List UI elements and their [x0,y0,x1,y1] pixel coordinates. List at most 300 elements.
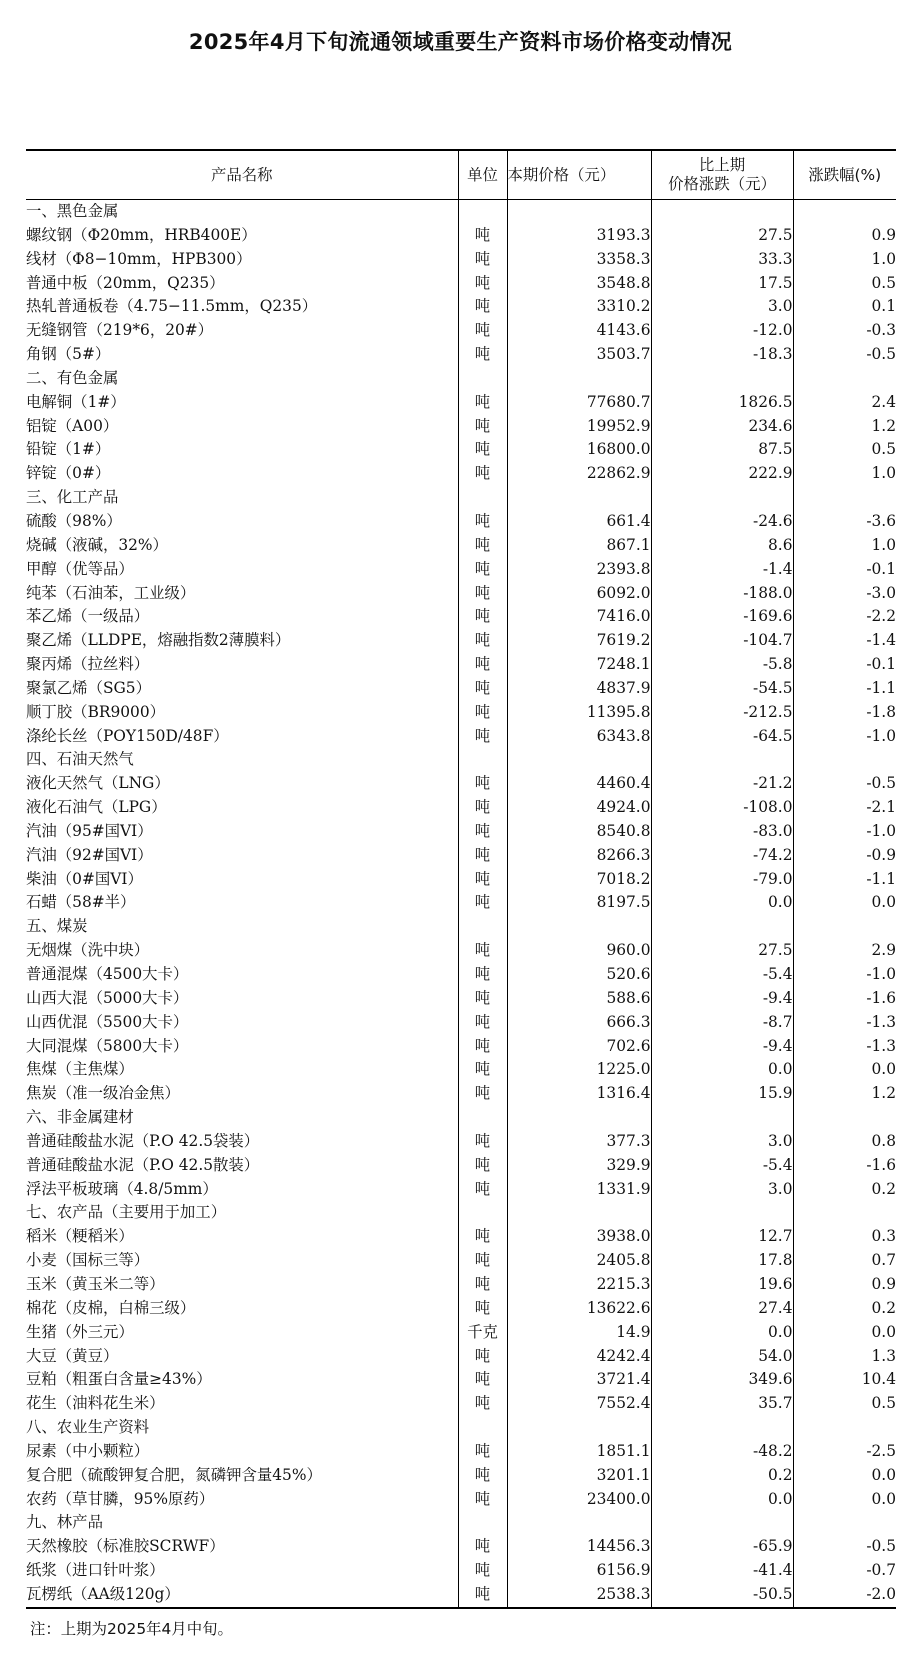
percent-cell: 0.5 [793,272,896,296]
percent-cell: 0.9 [793,1273,896,1297]
unit-cell: 吨 [458,820,507,844]
category-name: 一、黑色金属 [26,202,119,220]
product-name: 大豆（黄豆） [26,1346,119,1365]
product-name: 角钢（5#） [26,345,111,364]
price-cell: 3358.3 [507,248,651,272]
product-name: 液化天然气（LNG） [26,774,170,793]
unit-cell: 吨 [458,295,507,319]
change-cell: -21.2 [651,772,793,796]
product-name: 天然橡胶（标准胶SCRWF） [26,1537,225,1556]
percent-cell: 0.0 [793,1488,896,1512]
product-name: 聚丙烯（拉丝料） [26,655,150,674]
percent-cell: 0.0 [793,891,896,915]
unit-cell: 吨 [458,1011,507,1035]
product-name: 小麦（国标三等） [26,1251,150,1270]
unit-cell: 吨 [458,1440,507,1464]
change-cell: 0.0 [651,1058,793,1082]
unit-cell: 吨 [458,1345,507,1369]
table-row [26,319,896,343]
price-cell: 702.6 [507,1035,651,1059]
percent-cell: 0.3 [793,1225,896,1249]
product-name: 浮法平板玻璃（4.8/5mm） [26,1179,218,1198]
product-name: 硫酸（98%） [26,511,122,530]
change-cell [651,200,793,224]
table-row [26,343,896,367]
table-row [26,653,896,677]
product-name: 山西大混（5000大卡） [26,988,189,1007]
unit-cell: 吨 [458,272,507,296]
table-row [26,1488,896,1512]
unit-cell: 吨 [458,1154,507,1178]
product-name: 石蜡（58#半） [26,893,136,912]
change-cell: 87.5 [651,438,793,462]
product-name: 普通硅酸盐水泥（P.O 42.5散装） [26,1155,260,1174]
product-name: 豆粕（粗蛋白含量≥43%） [26,1370,212,1389]
table-row [26,1345,896,1369]
price-cell [507,1511,651,1535]
change-cell: 222.9 [651,462,793,486]
price-cell: 8197.5 [507,891,651,915]
percent-cell: -0.9 [793,844,896,868]
percent-cell: 0.1 [793,295,896,319]
unit-cell [458,915,507,939]
percent-cell: -3.0 [793,582,896,606]
header-change-percent: 涨跌幅(%) [793,150,896,200]
page-title: 2025年4月下旬流通领域重要生产资料市场价格变动情况 [188,30,733,54]
change-cell: -79.0 [651,868,793,892]
price-cell: 3193.3 [507,224,651,248]
change-cell: -48.2 [651,1440,793,1464]
percent-cell: -1.3 [793,1035,896,1059]
price-cell: 11395.8 [507,701,651,725]
change-cell: -108.0 [651,796,793,820]
table-row [26,510,896,534]
table-row [26,987,896,1011]
category-row [26,367,896,391]
price-cell: 520.6 [507,963,651,987]
unit-cell: 吨 [458,796,507,820]
product-name: 热轧普通板卷（4.75−11.5mm，Q235） [26,297,318,316]
price-cell: 1331.9 [507,1178,651,1202]
percent-cell: -2.0 [793,1583,896,1608]
unit-cell: 吨 [458,1583,507,1608]
product-name: 农药（草甘膦，95%原药） [26,1489,215,1508]
product-name: 聚氯乙烯（SG5） [26,678,151,697]
table-row [26,1321,896,1345]
price-table [26,149,896,1609]
change-cell: -9.4 [651,987,793,1011]
table-row [26,772,896,796]
table-row [26,295,896,319]
table-row [26,1130,896,1154]
table-row [26,224,896,248]
unit-cell: 吨 [458,891,507,915]
unit-cell: 吨 [458,1464,507,1488]
table-row [26,701,896,725]
table-row [26,677,896,701]
price-cell [507,367,651,391]
table-row [26,1011,896,1035]
category-row [26,486,896,510]
price-cell: 19952.9 [507,415,651,439]
table-row [26,1082,896,1106]
percent-cell: -0.3 [793,319,896,343]
unit-cell: 吨 [458,987,507,1011]
category-name: 四、石油天然气 [26,750,134,769]
unit-cell: 吨 [458,677,507,701]
change-cell: -1.4 [651,558,793,582]
percent-cell: -0.5 [793,1535,896,1559]
price-cell: 13622.6 [507,1297,651,1321]
price-cell: 14.9 [507,1321,651,1345]
unit-cell: 吨 [458,1225,507,1249]
header-product-name: 产品名称 [26,150,458,200]
change-cell [651,1416,793,1440]
product-name: 涤纶长丝（POY150D/48F） [26,726,229,745]
unit-cell: 千克 [458,1321,507,1345]
percent-cell [793,1416,896,1440]
percent-cell: -0.1 [793,558,896,582]
price-cell: 77680.7 [507,391,651,415]
unit-cell: 吨 [458,1488,507,1512]
price-cell: 6343.8 [507,725,651,749]
product-name: 瓦楞纸（AA级120g） [26,1584,180,1603]
table-row [26,844,896,868]
price-cell: 666.3 [507,1011,651,1035]
product-name: 花生（油料花生米） [26,1394,165,1413]
change-cell: 234.6 [651,415,793,439]
price-cell: 2538.3 [507,1583,651,1608]
product-name: 无烟煤（洗中块） [26,941,150,960]
table-row [26,820,896,844]
percent-cell: 0.9 [793,224,896,248]
table-row [26,1225,896,1249]
percent-cell [793,486,896,510]
price-cell [507,1106,651,1130]
product-name: 铝锭（A00） [26,416,119,435]
percent-cell: 1.0 [793,248,896,272]
unit-cell: 吨 [458,1368,507,1392]
category-row [26,1416,896,1440]
percent-cell: -1.0 [793,820,896,844]
percent-cell: -0.1 [793,653,896,677]
table-row [26,1392,896,1416]
percent-cell: 0.5 [793,438,896,462]
table-body [26,200,896,1608]
percent-cell: 0.7 [793,1249,896,1273]
category-row [26,1106,896,1130]
percent-cell [793,1511,896,1535]
category-row [26,915,896,939]
product-name: 汽油（92#国VI） [26,845,153,864]
product-name: 焦煤（主焦煤） [26,1060,134,1079]
unit-cell: 吨 [458,1058,507,1082]
change-cell [651,367,793,391]
product-name: 纸浆（进口针叶浆） [26,1561,165,1580]
table-row [26,605,896,629]
percent-cell: -1.0 [793,963,896,987]
change-cell: 1826.5 [651,391,793,415]
table-row [26,1583,896,1608]
change-cell: -18.3 [651,343,793,367]
unit-cell [458,1106,507,1130]
table-row [26,629,896,653]
percent-cell: 1.0 [793,462,896,486]
price-cell [507,200,651,224]
change-cell: -5.8 [651,653,793,677]
unit-cell [458,486,507,510]
price-cell: 6156.9 [507,1559,651,1583]
percent-cell: -1.1 [793,677,896,701]
percent-cell: 0.8 [793,1130,896,1154]
change-cell: -74.2 [651,844,793,868]
change-cell: -12.0 [651,319,793,343]
percent-cell: 0.0 [793,1321,896,1345]
price-cell [507,915,651,939]
unit-cell: 吨 [458,701,507,725]
change-cell: 33.3 [651,248,793,272]
table-row [26,1559,896,1583]
price-cell: 7416.0 [507,605,651,629]
unit-cell: 吨 [458,224,507,248]
percent-cell: -1.8 [793,701,896,725]
table-row [26,1535,896,1559]
unit-cell: 吨 [458,772,507,796]
table-row [26,558,896,582]
change-cell: -41.4 [651,1559,793,1583]
product-name: 锌锭（0#） [26,464,111,483]
change-cell: 0.0 [651,1488,793,1512]
change-cell [651,748,793,772]
price-cell: 960.0 [507,939,651,963]
table-row [26,582,896,606]
unit-cell: 吨 [458,868,507,892]
unit-cell: 吨 [458,653,507,677]
product-name: 聚乙烯（LLDPE，熔融指数2薄膜料） [26,631,291,650]
change-cell: -5.4 [651,963,793,987]
percent-cell: -1.3 [793,1011,896,1035]
price-cell: 6092.0 [507,582,651,606]
table-row [26,248,896,272]
price-cell: 867.1 [507,534,651,558]
table-row [26,963,896,987]
unit-cell: 吨 [458,558,507,582]
price-cell: 329.9 [507,1154,651,1178]
unit-cell: 吨 [458,1535,507,1559]
percent-cell: -2.5 [793,1440,896,1464]
unit-cell: 吨 [458,462,507,486]
percent-cell: 10.4 [793,1368,896,1392]
price-cell: 3938.0 [507,1225,651,1249]
price-cell: 1851.1 [507,1440,651,1464]
table-row [26,891,896,915]
price-cell: 4924.0 [507,796,651,820]
change-cell: 17.8 [651,1249,793,1273]
product-name: 线材（Φ8−10mm，HPB300） [26,249,252,268]
unit-cell: 吨 [458,629,507,653]
change-cell: 3.0 [651,1178,793,1202]
unit-cell: 吨 [458,1297,507,1321]
percent-cell: 0.2 [793,1178,896,1202]
table-row [26,534,896,558]
unit-cell: 吨 [458,319,507,343]
category-name: 九、林产品 [26,1513,103,1532]
table-row [26,272,896,296]
product-name: 稻米（粳稻米） [26,1227,134,1246]
change-cell: -212.5 [651,701,793,725]
category-name: 八、农业生产资料 [26,1418,150,1437]
unit-cell: 吨 [458,1178,507,1202]
unit-cell: 吨 [458,963,507,987]
change-cell [651,915,793,939]
unit-cell: 吨 [458,1130,507,1154]
percent-cell [793,1106,896,1130]
percent-cell [793,367,896,391]
unit-cell [458,1201,507,1225]
category-row [26,1201,896,1225]
table-row [26,391,896,415]
change-cell: -24.6 [651,510,793,534]
unit-cell: 吨 [458,939,507,963]
product-name: 生猪（外三元） [26,1322,134,1341]
price-cell: 7018.2 [507,868,651,892]
product-name: 尿素（中小颗粒） [26,1441,150,1460]
percent-cell [793,748,896,772]
unit-cell: 吨 [458,1035,507,1059]
percent-cell: -0.5 [793,343,896,367]
change-cell: 17.5 [651,272,793,296]
change-cell: 35.7 [651,1392,793,1416]
category-name: 七、农产品（主要用于加工） [26,1203,227,1222]
unit-cell: 吨 [458,438,507,462]
percent-cell: -3.6 [793,510,896,534]
percent-cell: -0.7 [793,1559,896,1583]
percent-cell: 0.5 [793,1392,896,1416]
change-cell: -50.5 [651,1583,793,1608]
table-row [26,1178,896,1202]
percent-cell: 2.9 [793,939,896,963]
price-cell: 4242.4 [507,1345,651,1369]
change-cell [651,1106,793,1130]
change-cell: -188.0 [651,582,793,606]
change-cell: 0.2 [651,1464,793,1488]
unit-cell: 吨 [458,605,507,629]
category-name: 六、非金属建材 [26,1108,134,1127]
percent-cell: -1.6 [793,987,896,1011]
price-cell [507,748,651,772]
table-row [26,1035,896,1059]
price-cell [507,486,651,510]
table-row [26,438,896,462]
unit-cell: 吨 [458,534,507,558]
change-cell: 349.6 [651,1368,793,1392]
price-cell: 8266.3 [507,844,651,868]
percent-cell: -1.0 [793,725,896,749]
unit-cell [458,748,507,772]
unit-cell [458,200,507,224]
price-cell: 3721.4 [507,1368,651,1392]
product-name: 普通混煤（4500大卡） [26,965,189,983]
change-cell: 8.6 [651,534,793,558]
price-cell: 2393.8 [507,558,651,582]
percent-cell: 1.0 [793,534,896,558]
table-row [26,1368,896,1392]
table-row [26,1273,896,1297]
product-name: 山西优混（5500大卡） [26,1012,189,1031]
percent-cell: -2.2 [793,605,896,629]
percent-cell: 1.2 [793,1082,896,1106]
change-cell: -169.6 [651,605,793,629]
price-cell: 4460.4 [507,772,651,796]
change-cell: -9.4 [651,1035,793,1059]
change-cell: 0.0 [651,1321,793,1345]
price-cell: 3310.2 [507,295,651,319]
price-cell: 3201.1 [507,1464,651,1488]
product-name: 玉米（黄玉米二等） [26,1274,165,1293]
percent-cell: 0.0 [793,1464,896,1488]
percent-cell: 0.2 [793,1297,896,1321]
unit-cell: 吨 [458,1082,507,1106]
product-name: 焦炭（准一级冶金焦） [26,1084,180,1103]
unit-cell [458,1511,507,1535]
percent-cell [793,1201,896,1225]
product-name: 螺纹钢（Φ20mm，HRB400E） [26,225,257,244]
change-cell: -54.5 [651,677,793,701]
change-cell: 0.0 [651,891,793,915]
product-name: 烧碱（液碱，32%） [26,535,168,554]
category-name: 二、有色金属 [26,368,119,387]
footnote: 注：上期为2025年4月中旬。 [30,1620,233,1638]
price-cell: 377.3 [507,1130,651,1154]
change-cell: -8.7 [651,1011,793,1035]
table-row [26,415,896,439]
table-row [26,1440,896,1464]
unit-cell: 吨 [458,510,507,534]
header-current-price: 本期价格（元） [507,150,651,200]
product-name: 普通中板（20mm，Q235） [26,273,225,292]
unit-cell [458,1416,507,1440]
product-name: 无缝钢管（219*6，20#） [26,321,214,340]
unit-cell: 吨 [458,391,507,415]
change-cell: 54.0 [651,1345,793,1369]
price-cell: 7552.4 [507,1392,651,1416]
price-cell: 8540.8 [507,820,651,844]
category-row [26,200,896,224]
change-cell: 3.0 [651,295,793,319]
price-cell: 2215.3 [507,1273,651,1297]
unit-cell: 吨 [458,343,507,367]
percent-cell: -1.1 [793,868,896,892]
unit-cell: 吨 [458,725,507,749]
change-cell: 12.7 [651,1225,793,1249]
price-cell: 7619.2 [507,629,651,653]
change-cell [651,486,793,510]
unit-cell: 吨 [458,1559,507,1583]
price-cell: 1225.0 [507,1058,651,1082]
table-row [26,1058,896,1082]
table-row [26,1464,896,1488]
percent-cell: 1.3 [793,1345,896,1369]
product-name: 普通硅酸盐水泥（P.O 42.5袋装） [26,1131,260,1150]
product-name: 电解铜（1#） [26,392,126,411]
product-name: 甲醇（优等品） [26,559,134,578]
product-name: 柴油（0#国VI） [26,869,143,888]
header-unit: 单位 [458,150,507,200]
unit-cell: 吨 [458,1249,507,1273]
change-cell: -65.9 [651,1535,793,1559]
unit-cell: 吨 [458,415,507,439]
unit-cell [458,367,507,391]
